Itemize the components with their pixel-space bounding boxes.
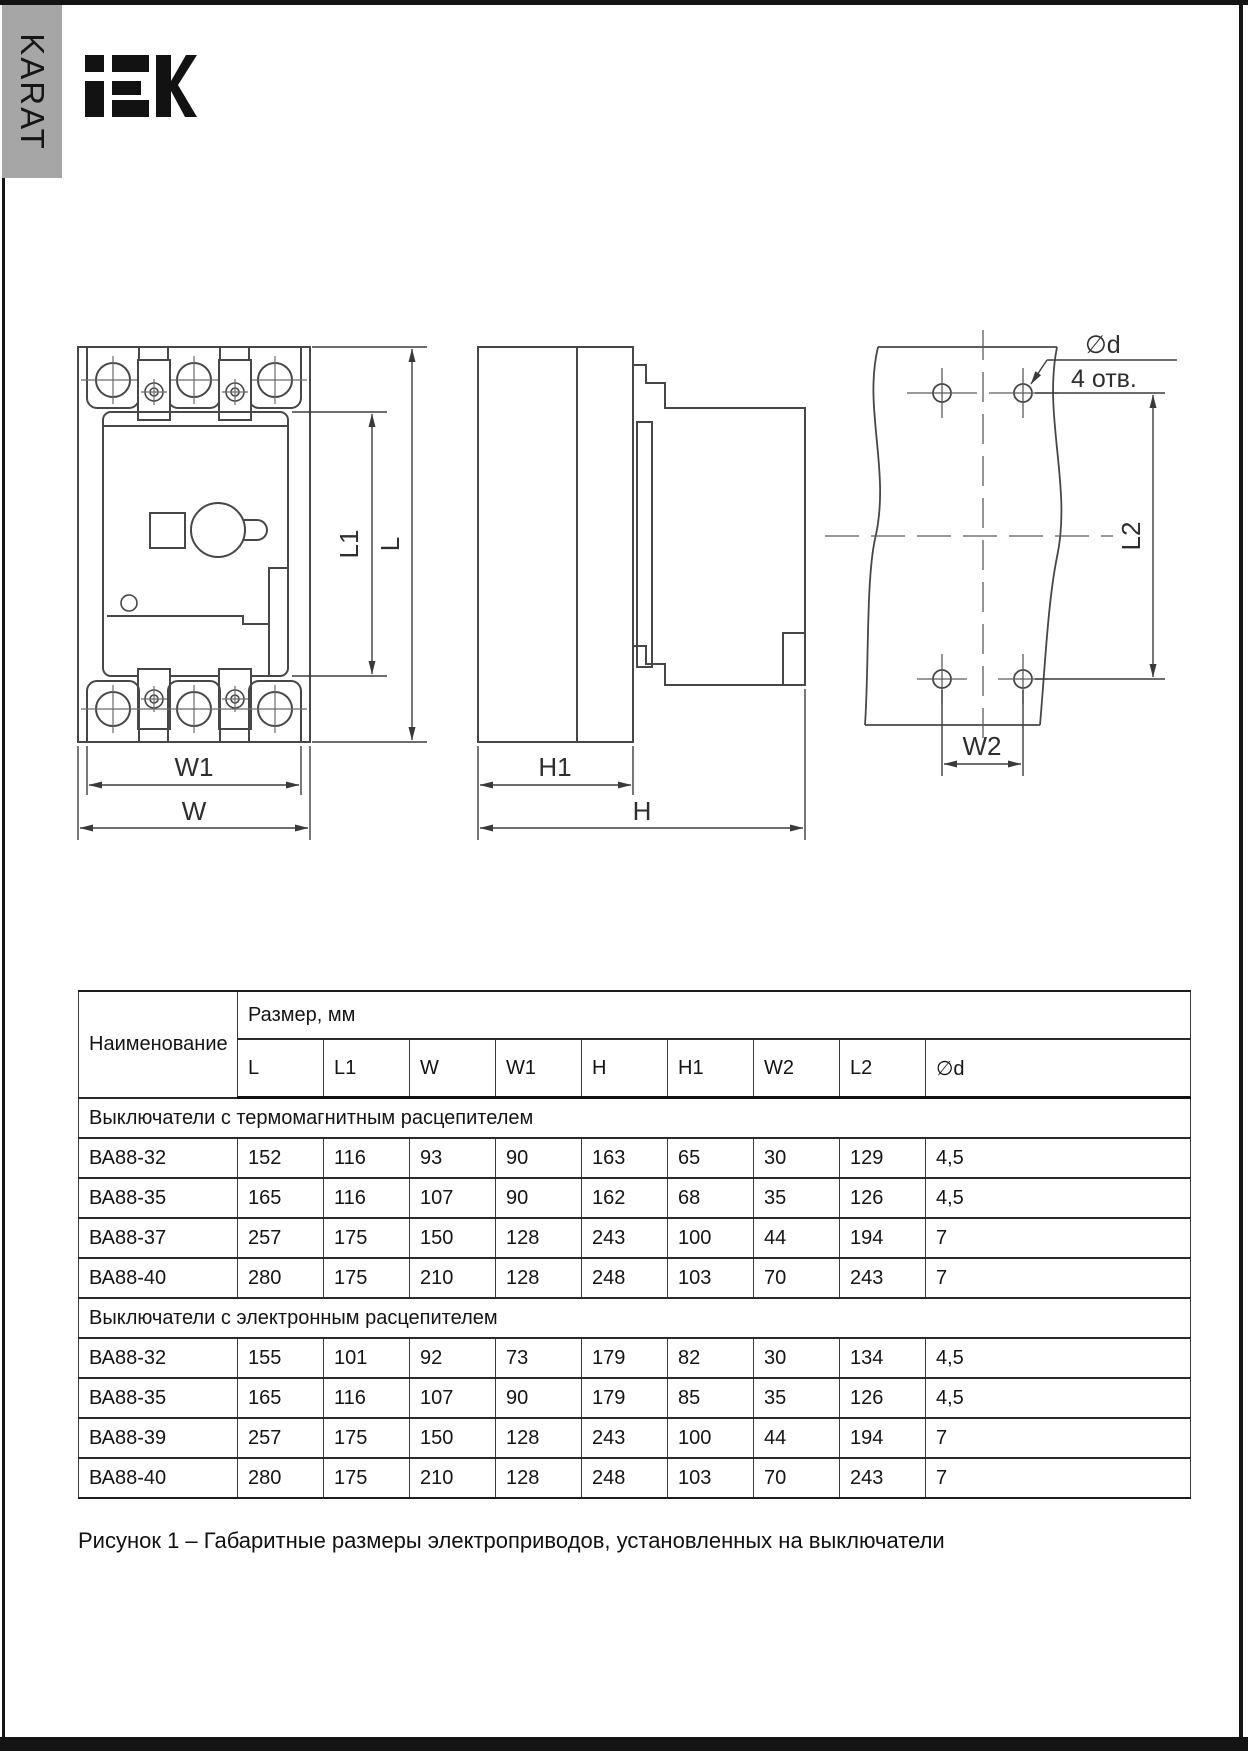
front-view-dimensions — [78, 347, 427, 840]
col-header-W1: W1 — [496, 1039, 582, 1098]
col-header-L1: L1 — [324, 1039, 410, 1098]
dim-cell: 73 — [496, 1338, 582, 1378]
dim-cell: 179 — [582, 1378, 668, 1418]
dim-cell: 243 — [840, 1258, 926, 1298]
hole-diameter-label: ∅d — [1085, 331, 1121, 359]
model-cell: ВА88-32 — [79, 1138, 238, 1178]
table-row — [79, 1178, 1191, 1218]
dim-cell: 248 — [582, 1458, 668, 1498]
figure-caption: Рисунок 1 – Габаритные размеры электроприводов, установленных на выключатели — [78, 1528, 945, 1553]
dim-cell: 257 — [238, 1218, 324, 1258]
dim-cell: 4,5 — [926, 1138, 1191, 1178]
dim-cell: 155 — [238, 1338, 324, 1378]
dim-cell: 129 — [840, 1138, 926, 1178]
dimension-label-h1: H1 — [538, 752, 572, 782]
dim-cell: 243 — [582, 1218, 668, 1258]
col-header-L: L — [238, 1039, 324, 1098]
dim-cell: 134 — [840, 1338, 926, 1378]
dim-cell: 100 — [668, 1418, 754, 1458]
dim-cell: 4,5 — [926, 1378, 1191, 1418]
dim-cell: 280 — [238, 1458, 324, 1498]
dim-cell: 128 — [496, 1418, 582, 1458]
dim-cell: 44 — [754, 1218, 840, 1258]
header-name: Наименование — [79, 991, 238, 1098]
model-cell: ВА88-35 — [79, 1378, 238, 1418]
dim-cell: 175 — [324, 1458, 410, 1498]
dim-cell: 107 — [410, 1378, 496, 1418]
dim-cell: 70 — [754, 1258, 840, 1298]
dim-cell: 128 — [496, 1218, 582, 1258]
dim-cell: 126 — [840, 1178, 926, 1218]
dim-cell: 107 — [410, 1178, 496, 1218]
mounting-view-dimensions — [942, 393, 1165, 776]
dimension-drawings — [55, 268, 1195, 843]
dim-cell: 150 — [410, 1418, 496, 1458]
dim-cell: 90 — [496, 1178, 582, 1218]
dim-cell: 248 — [582, 1258, 668, 1298]
dim-cell: 150 — [410, 1218, 496, 1258]
dim-cell: 100 — [668, 1218, 754, 1258]
dim-cell: 116 — [324, 1138, 410, 1178]
table-row — [79, 1138, 1191, 1178]
side-view-drawing — [478, 347, 805, 742]
dim-cell: 90 — [496, 1138, 582, 1178]
dim-cell: 103 — [668, 1258, 754, 1298]
dim-cell: 210 — [410, 1458, 496, 1498]
col-header-W2: W2 — [754, 1039, 840, 1098]
dim-cell: 257 — [238, 1418, 324, 1458]
col-header-W: W — [410, 1039, 496, 1098]
dim-cell: 163 — [582, 1138, 668, 1178]
dim-cell: 128 — [496, 1458, 582, 1498]
dim-cell: 165 — [238, 1378, 324, 1418]
page-border-right — [1239, 0, 1243, 1751]
dim-cell: 35 — [754, 1178, 840, 1218]
dim-cell: 280 — [238, 1258, 324, 1298]
dimension-label-w2: W2 — [962, 731, 1002, 761]
table-row — [79, 1218, 1191, 1258]
dimensions-table — [78, 990, 1191, 1499]
table-row — [79, 1378, 1191, 1418]
dim-cell: 194 — [840, 1418, 926, 1458]
table-row — [79, 1258, 1191, 1298]
dim-cell: 4,5 — [926, 1338, 1191, 1378]
page-border-left — [2, 0, 5, 1751]
dim-cell: 44 — [754, 1418, 840, 1458]
dim-cell: 210 — [410, 1258, 496, 1298]
dim-cell: 162 — [582, 1178, 668, 1218]
dim-cell: 4,5 — [926, 1178, 1191, 1218]
hole-count-label: 4 отв. — [1071, 365, 1137, 393]
col-header-H: H — [582, 1039, 668, 1098]
dimension-label-w: W — [181, 796, 207, 826]
logo-e-bottom — [112, 100, 149, 117]
model-cell: ВА88-40 — [79, 1458, 238, 1498]
dim-cell: 116 — [324, 1378, 410, 1418]
dim-cell: 243 — [582, 1418, 668, 1458]
dim-cell: 93 — [410, 1138, 496, 1178]
page-border-top — [0, 0, 1248, 5]
karat-sidebar-tab — [2, 5, 62, 178]
logo-i-stem — [85, 81, 104, 117]
dim-cell: 165 — [238, 1178, 324, 1218]
dim-cell: 7 — [926, 1218, 1191, 1258]
table-row — [79, 1418, 1191, 1458]
dim-cell: 85 — [668, 1378, 754, 1418]
col-header-d: ∅d — [926, 1039, 1191, 1098]
dim-cell: 7 — [926, 1458, 1191, 1498]
col-header-H1: H1 — [668, 1039, 754, 1098]
table-row — [79, 1458, 1191, 1498]
dim-cell: 116 — [324, 1178, 410, 1218]
dim-cell: 175 — [324, 1218, 410, 1258]
dim-cell: 126 — [840, 1378, 926, 1418]
model-cell: ВА88-39 — [79, 1418, 238, 1458]
dim-cell: 128 — [496, 1258, 582, 1298]
model-cell: ВА88-40 — [79, 1258, 238, 1298]
logo-e-top — [112, 55, 149, 72]
logo-i-dot — [85, 55, 104, 72]
model-cell: ВА88-37 — [79, 1218, 238, 1258]
dim-cell: 7 — [926, 1258, 1191, 1298]
dim-cell: 70 — [754, 1458, 840, 1498]
dim-cell: 90 — [496, 1378, 582, 1418]
dim-cell: 152 — [238, 1138, 324, 1178]
dim-cell: 179 — [582, 1338, 668, 1378]
front-view-drawing — [78, 347, 310, 742]
dimension-label-l: L — [375, 536, 405, 552]
dim-cell: 175 — [324, 1258, 410, 1298]
dim-cell: 243 — [840, 1458, 926, 1498]
dim-cell: 30 — [754, 1138, 840, 1178]
dim-cell: 68 — [668, 1178, 754, 1218]
table-row — [79, 1338, 1191, 1378]
dimension-label-l1: L1 — [334, 529, 364, 559]
dimension-label-w1: W1 — [174, 752, 214, 782]
dim-cell: 194 — [840, 1218, 926, 1258]
header-size: Размер, мм — [238, 991, 1191, 1039]
dimension-label-h: H — [632, 796, 652, 826]
dim-cell: 82 — [668, 1338, 754, 1378]
section-title-electronic: Выключатели с электронным расцепителем — [79, 1298, 1191, 1338]
dim-cell: 7 — [926, 1418, 1191, 1458]
iek-logo — [85, 55, 197, 117]
dimension-label-l2: L2 — [1116, 521, 1146, 551]
logo-k-arms — [171, 55, 197, 117]
col-header-L2: L2 — [840, 1039, 926, 1098]
logo-k-stem — [156, 55, 171, 117]
page-border-bottom — [0, 1737, 1248, 1751]
dim-cell: 92 — [410, 1338, 496, 1378]
dim-cell: 103 — [668, 1458, 754, 1498]
section-title-thermomagnetic: Выключатели с термомагнитным расцепителем — [79, 1098, 1191, 1139]
dim-cell: 35 — [754, 1378, 840, 1418]
logo-e-mid — [112, 81, 141, 95]
dim-cell: 65 — [668, 1138, 754, 1178]
model-cell: ВА88-32 — [79, 1338, 238, 1378]
model-cell: ВА88-35 — [79, 1178, 238, 1218]
karat-label: KARAT — [14, 32, 52, 151]
dim-cell: 30 — [754, 1338, 840, 1378]
dim-cell: 101 — [324, 1338, 410, 1378]
dim-cell: 175 — [324, 1418, 410, 1458]
